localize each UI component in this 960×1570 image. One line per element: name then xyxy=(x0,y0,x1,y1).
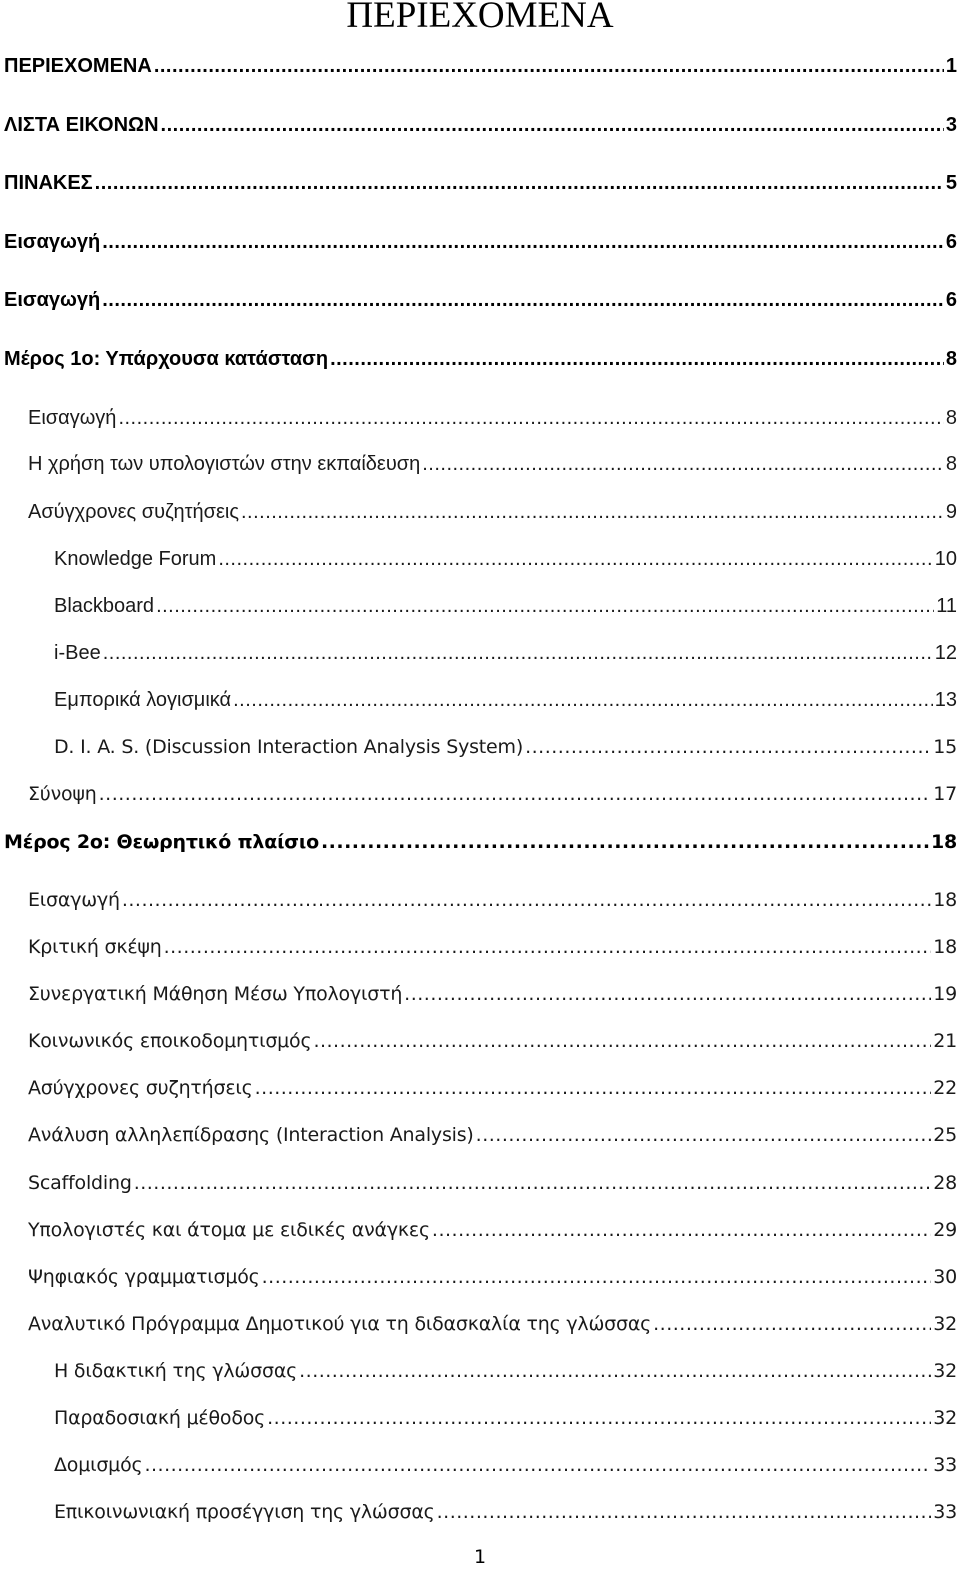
toc-entry-page: 25 xyxy=(933,1124,957,1146)
toc-entry-page: 12 xyxy=(934,642,957,664)
toc-dot-leader xyxy=(321,829,929,855)
toc-entry-page: 28 xyxy=(933,1172,957,1194)
toc-dot-leader xyxy=(218,546,932,572)
toc-entry-title: Κριτική σκέψη xyxy=(28,936,162,958)
toc-entry-title: Η χρήση των υπολογιστών στην εκπαίδευση xyxy=(28,453,421,475)
toc-entry-page: 8 xyxy=(945,453,957,475)
toc-entry-page: 21 xyxy=(933,1030,957,1052)
toc-entry-title: Ανάλυση αλληλεπίδρασης (Interaction Analysis) xyxy=(28,1124,474,1146)
toc-dot-leader xyxy=(653,1311,931,1337)
toc-dot-leader xyxy=(233,687,933,713)
toc-entry[interactable] xyxy=(4,53,957,79)
toc-entry[interactable] xyxy=(54,640,957,666)
toc-entry[interactable] xyxy=(28,1170,957,1196)
toc-dot-leader xyxy=(134,1170,932,1196)
toc-dot-leader xyxy=(164,934,932,960)
toc-entry-title: Εισαγωγή xyxy=(28,407,117,429)
toc-dot-leader xyxy=(99,781,932,807)
page-title: ΠΕΡΙΕΧΟΜΕΝΑ xyxy=(346,0,614,36)
toc-entry[interactable] xyxy=(28,1075,957,1101)
toc-entry[interactable] xyxy=(28,405,957,431)
toc-dot-leader xyxy=(156,593,934,619)
toc-entry-page: 19 xyxy=(933,983,957,1005)
toc-entry-page: 18 xyxy=(933,889,957,911)
toc-entry-page: 22 xyxy=(933,1077,957,1099)
toc-entry-page: 9 xyxy=(945,501,957,523)
toc-entry[interactable] xyxy=(4,112,957,138)
toc-entry-page: 5 xyxy=(945,172,957,194)
toc-entry-page: 29 xyxy=(933,1219,957,1241)
toc-dot-leader xyxy=(313,1028,931,1054)
toc-entry-page: 30 xyxy=(933,1266,957,1288)
toc-entry[interactable] xyxy=(54,1358,957,1384)
toc-entry-page: 15 xyxy=(933,736,957,758)
toc-dot-leader xyxy=(95,170,944,196)
toc-dot-leader xyxy=(299,1358,931,1384)
toc-dot-leader xyxy=(330,346,944,372)
toc-entry[interactable] xyxy=(4,170,957,196)
toc-entry-page: 33 xyxy=(933,1501,957,1523)
toc-dot-leader xyxy=(404,981,931,1007)
toc-entry-page: 10 xyxy=(934,548,957,570)
toc-entry[interactable] xyxy=(28,887,957,913)
toc-entry-title: i-Bee xyxy=(54,642,101,664)
toc-entry-page: 8 xyxy=(945,407,957,429)
toc-entry[interactable] xyxy=(4,287,957,313)
toc-entry-page: 6 xyxy=(945,289,957,311)
toc-entry-title: Εισαγωγή xyxy=(4,289,101,311)
toc-entry[interactable] xyxy=(54,546,957,572)
toc-entry-page: 17 xyxy=(933,783,957,805)
toc-entry-page: 8 xyxy=(945,348,957,370)
toc-entry[interactable] xyxy=(28,1311,957,1337)
toc-entry-page: 32 xyxy=(933,1360,957,1382)
toc-entry[interactable] xyxy=(54,1405,957,1431)
toc-entry-page: 32 xyxy=(933,1313,957,1335)
toc-entry-title: Κοινωνικός εποικοδομητισμός xyxy=(28,1030,312,1052)
toc-entry-title: Ψηφιακός γραμματισμός xyxy=(28,1266,260,1288)
toc-dot-leader xyxy=(525,734,931,760)
toc-entry-title: ΠΕΡΙΕΧΟΜΕΝΑ xyxy=(4,55,152,77)
toc-entry-title: Η διδακτική της γλώσσας xyxy=(54,1360,298,1382)
toc-entry-page: 18 xyxy=(933,936,957,958)
toc-entry[interactable] xyxy=(28,781,957,807)
toc-entry-page: 32 xyxy=(933,1407,957,1429)
toc-entry-title: D. I. A. S. (Discussion Interaction Analysis System) xyxy=(54,736,524,758)
toc-entry[interactable] xyxy=(54,1452,957,1478)
toc-dot-leader xyxy=(267,1405,931,1431)
toc-entry[interactable] xyxy=(54,593,957,619)
toc-dot-leader xyxy=(102,287,944,313)
toc-entry[interactable] xyxy=(4,346,957,372)
toc-entry[interactable] xyxy=(4,229,957,255)
toc-entry[interactable] xyxy=(54,734,957,760)
toc-entry-title: Επικοινωνιακή προσέγγιση της γλώσσας xyxy=(54,1501,435,1523)
toc-dot-leader xyxy=(476,1122,932,1148)
toc-dot-leader xyxy=(241,499,944,525)
toc-entry-title: Δομισμός xyxy=(54,1454,143,1476)
toc-entry-title: Αναλυτικό Πρόγραμμα Δημοτικού για τη διδασκαλία της γλώσσας xyxy=(28,1313,652,1335)
toc-dot-leader xyxy=(432,1217,931,1243)
toc-entry-page: 33 xyxy=(933,1454,957,1476)
toc-entry-title: ΠΙΝΑΚΕΣ xyxy=(4,172,93,194)
toc-entry[interactable] xyxy=(28,981,957,1007)
toc-dot-leader xyxy=(437,1499,932,1525)
page-number: 1 xyxy=(473,1546,487,1568)
toc-entry[interactable] xyxy=(54,687,957,713)
toc-dot-leader xyxy=(422,451,944,477)
toc-entry-title: Ασύγχρονες συζητήσεις xyxy=(28,1077,253,1099)
toc-entry-page: 3 xyxy=(945,114,957,136)
toc-entry-title: Παραδοσιακή μέθοδος xyxy=(54,1407,266,1429)
toc-entry[interactable] xyxy=(28,499,957,525)
toc-dot-leader xyxy=(103,640,933,666)
toc-dot-leader xyxy=(118,405,943,431)
toc-entry-page: 1 xyxy=(945,55,957,77)
toc-entry-page: 11 xyxy=(936,595,957,617)
toc-dot-leader xyxy=(102,229,944,255)
toc-entry[interactable] xyxy=(28,1264,957,1290)
toc-entry-page: 13 xyxy=(934,689,957,711)
toc-dot-leader xyxy=(122,887,931,913)
toc-entry-title: Knowledge Forum xyxy=(54,548,217,570)
toc-entry[interactable] xyxy=(28,1028,957,1054)
toc-entry-page: 6 xyxy=(945,231,957,253)
toc-entry[interactable] xyxy=(54,1499,957,1525)
toc-entry-title: ΛΙΣΤΑ ΕΙΚΟΝΩΝ xyxy=(4,114,159,136)
toc-entry-title: Ασύγχρονες συζητήσεις xyxy=(28,501,239,523)
toc-entry-title: Εμπορικά λογισμικά xyxy=(54,689,232,711)
toc-entry[interactable] xyxy=(28,1122,957,1148)
toc-entry-title: Υπολογιστές και άτομα με ειδικές ανάγκες xyxy=(28,1219,430,1241)
toc-entry-title: Blackboard xyxy=(54,595,155,617)
toc-entry-title: Εισαγωγή xyxy=(28,889,120,911)
toc-entry-title: Συνεργατική Μάθηση Μέσω Υπολογιστή xyxy=(28,983,403,1005)
toc-entry[interactable] xyxy=(28,1217,957,1243)
toc-dot-leader xyxy=(154,53,944,79)
toc-entry-page: 18 xyxy=(930,831,957,853)
toc-entry-title: Μέρος 2ο: Θεωρητικό πλαίσιο xyxy=(4,831,319,853)
toc-dot-leader xyxy=(144,1452,931,1478)
toc-dot-leader xyxy=(255,1075,932,1101)
toc-entry-title: Σύνοψη xyxy=(28,783,97,805)
toc-entry[interactable] xyxy=(28,934,957,960)
toc-entry-title: Scaffolding xyxy=(28,1172,132,1194)
toc-entry[interactable] xyxy=(4,829,957,855)
toc-entry-title: Εισαγωγή xyxy=(4,231,101,253)
toc-entry[interactable] xyxy=(28,451,957,477)
toc-dot-leader xyxy=(262,1264,932,1290)
toc-dot-leader xyxy=(161,112,944,138)
toc-entry-title: Μέρος 1ο: Υπάρχουσα κατάσταση xyxy=(4,348,329,370)
